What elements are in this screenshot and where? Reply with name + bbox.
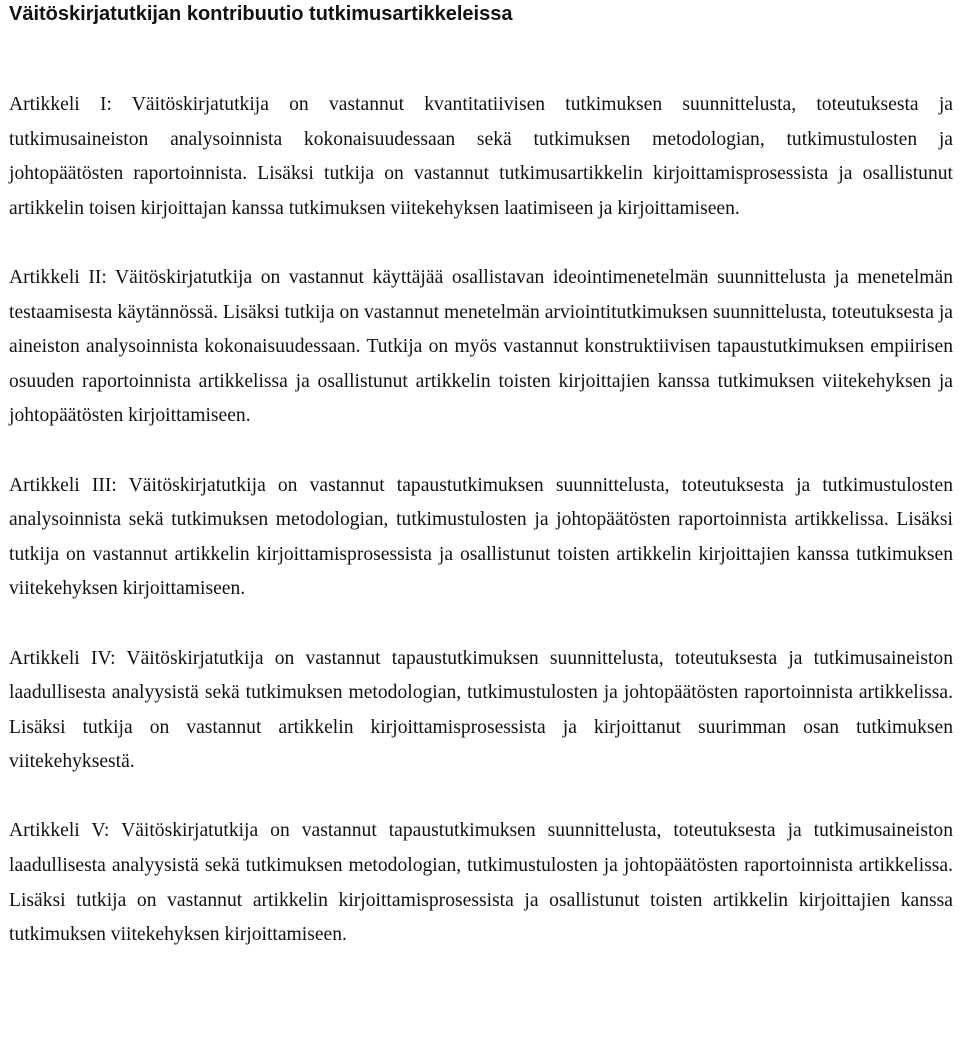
paragraph-article-5: Artikkeli V: Väitöskirjatutkija on vastannut tapaustutkimuksen suunnittelusta, toteutuksesta ja tutkimusaineiston laadullisesta analyysistä sekä tutkimuksen metodologian, tutkimustulosten ja johtopäätösten raportoinnista artikkelissa. Lisäksi tutkija on vastannut artikkelin kirjoittamisprosessista ja osallistunut toisten artikkelin kirjoittajien kanssa tutkimuksen viitekehyksen kirjoittamiseen. [9, 820, 953, 946]
document-page [9, 0, 953, 953]
paragraph-article-1: Artikkeli I: Väitöskirjatutkija on vastannut kvantitatiivisen tutkimuksen suunnittelusta, toteutuksesta ja tutkimusaineiston analysoinnista kokonaisuudessaan sekä tutkimuksen metodologian, tutkimustulosten ja johtopäätösten raportoinnista. Lisäksi tutkija on vastannut tutkimusartikkelin kirjoittamisprosessista ja osallistunut artikkelin toisen kirjoittajan kanssa tutkimuksen viitekehyksen laatimiseen ja kirjoittamiseen. [9, 94, 953, 219]
paragraph-article-2: Artikkeli II: Väitöskirjatutkija on vastannut käyttäjää osallistavan ideointimenetelmän suunnittelusta ja menetelmän testaamisesta käytännössä. Lisäksi tutkija on vastannut menetelmän arviointitutkimuksen suunnittelusta, toteutuksesta ja aineiston analysoinnista kokonaisuudessaan. Tutkija on myös vastannut konstruktiivisen tapaustutkimuksen empiirisen osuuden raportoinnista artikkelissa ja osallistunut artikkelin toisten kirjoittajien kanssa tutkimuksen viitekehyksen ja johtopäätösten kirjoittamiseen. [9, 266, 953, 427]
paragraph-article-4: Artikkeli IV: Väitöskirjatutkija on vastannut tapaustutkimuksen suunnittelusta, toteutuksesta ja tutkimusaineiston laadullisesta analyysistä sekä tutkimuksen metodologian, tutkimustulosten ja johtopäätösten raportoinnista artikkelissa. Lisäksi tutkija on vastannut artikkelin kirjoittamisprosessista ja kirjoittanut suurimman osan tutkimuksen viitekehyksestä. [9, 647, 953, 773]
page-title: Väitöskirjatutkijan kontribuutio tutkimusartikkeleissa [9, 3, 513, 25]
paragraph-article-3: Artikkeli III: Väitöskirjatutkija on vastannut tapaustutkimuksen suunnittelusta, toteutuksesta ja tutkimustulosten analysoinnista sekä tutkimuksen metodologian, tutkimustulosten ja johtopäätösten raportoinnista artikkelissa. Lisäksi tutkija on vastannut artikkelin kirjoittamisprosessista ja osallistunut toisten artikkelin kirjoittajien kanssa tutkimuksen viitekehyksen kirjoittamiseen. [9, 474, 953, 600]
